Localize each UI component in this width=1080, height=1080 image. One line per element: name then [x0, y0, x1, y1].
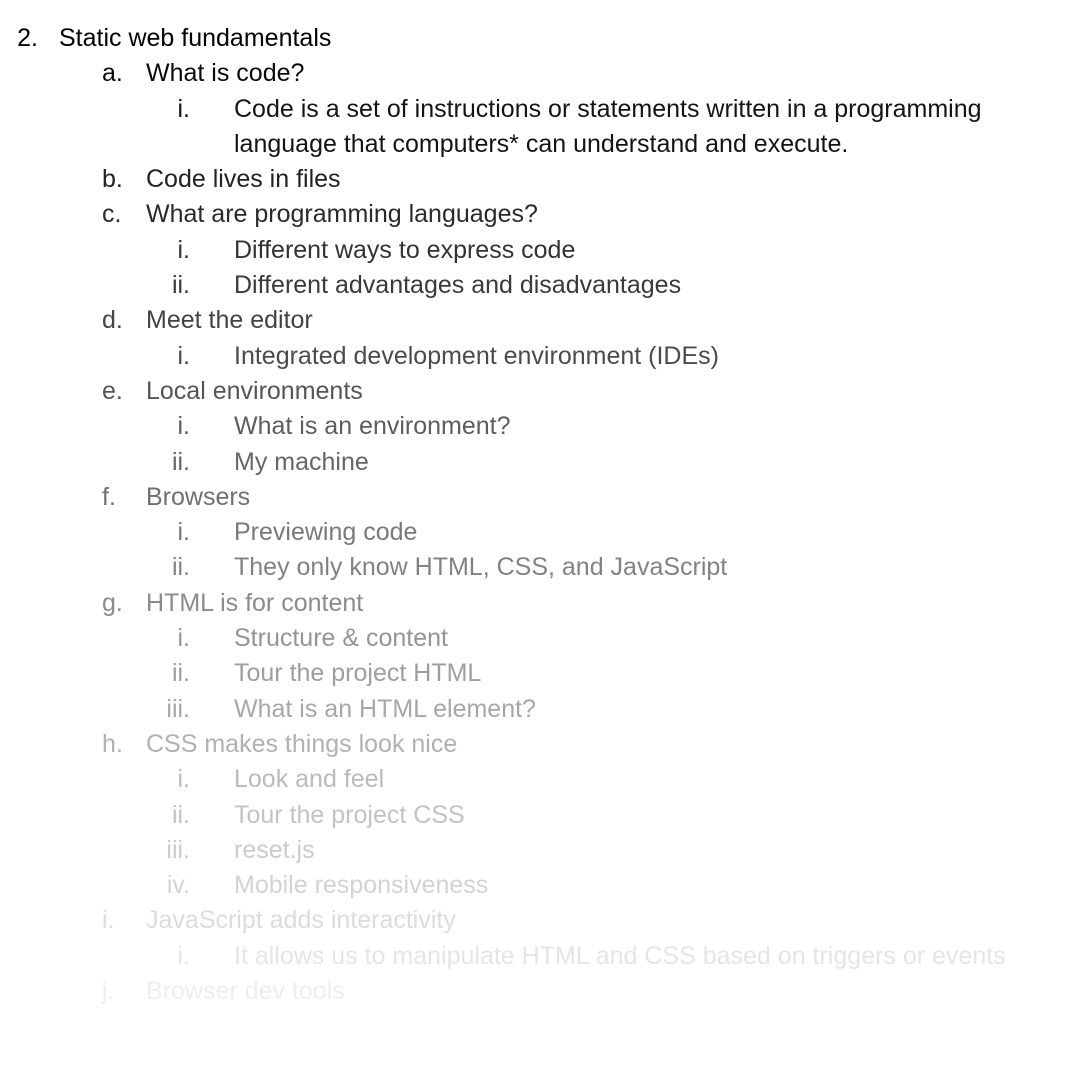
list-item-text: Tour the project HTML [234, 659, 482, 688]
list-item-text: Integrated development environment (IDEs) [234, 341, 719, 370]
list-item-text: Code is a set of instructions or statements written in a programming language that computers* can understand and execute. [234, 94, 982, 158]
outline-item-level-3 [0, 515, 1080, 550]
outline-item-level-3 [0, 445, 1080, 480]
outline-item-level-3 [0, 233, 1080, 268]
list-item-text: Mobile responsiveness [234, 871, 489, 900]
outline-item-level-3 [0, 656, 1080, 691]
outline-item-level-3 [0, 798, 1080, 833]
list-marker: i. [177, 518, 190, 547]
list-marker: h. [102, 729, 123, 758]
outline-item-level-2 [0, 974, 1080, 1009]
list-marker: ii. [171, 800, 190, 829]
list-item-text: Browsers [146, 482, 251, 511]
outline-item-level-3 [0, 92, 1080, 163]
outline-item-level-3 [0, 762, 1080, 797]
list-item-text: My machine [234, 447, 369, 476]
list-item-text: What is an HTML element? [234, 694, 536, 723]
list-item-text: Look and feel [234, 765, 385, 794]
list-marker: iii. [166, 694, 190, 723]
list-item-text: Different advantages and disadvantages [234, 271, 682, 300]
list-marker: i. [177, 624, 190, 653]
list-marker: b. [102, 165, 123, 194]
list-item-text: Meet the editor [146, 306, 313, 335]
list-item-text: Different ways to express code [234, 235, 576, 264]
list-item-text: Structure & content [234, 624, 449, 653]
outline-item-level-2 [0, 480, 1080, 515]
outline-item-level-3 [0, 550, 1080, 585]
outline-item-level-3 [0, 339, 1080, 374]
outline-item-level-3 [0, 409, 1080, 444]
list-item-text: HTML is for content [146, 588, 364, 617]
list-marker: iv. [166, 871, 190, 900]
outline-item-level-2 [0, 197, 1080, 232]
list-item-text: CSS makes things look nice [146, 729, 458, 758]
list-item-text: Local environments [146, 376, 363, 405]
list-item-text: JavaScript adds interactivity [146, 906, 456, 935]
list-marker: i. [177, 412, 190, 441]
list-item-text: What is code? [146, 59, 305, 88]
list-item-text: Code lives in files [146, 165, 341, 194]
outline-item-level-2 [0, 56, 1080, 91]
list-item-text: What are programming languages? [146, 200, 538, 229]
outline-item-level-2 [0, 303, 1080, 338]
list-marker: ii. [171, 553, 190, 582]
list-marker: i. [177, 941, 190, 970]
list-marker: ii. [171, 271, 190, 300]
outline-item-level-3 [0, 692, 1080, 727]
outline-item-level-3 [0, 621, 1080, 656]
list-marker: c. [102, 200, 122, 229]
list-item-text: Tour the project CSS [234, 800, 465, 829]
outline-item-level-3 [0, 268, 1080, 303]
outline-item-level-3 [0, 833, 1080, 868]
list-marker: e. [102, 376, 123, 405]
list-marker: d. [102, 306, 123, 335]
outline-item-level-1 [0, 21, 1080, 56]
list-marker: iii. [166, 835, 190, 864]
list-marker: i. [102, 906, 115, 935]
list-item-text: They only know HTML, CSS, and JavaScript [234, 553, 728, 582]
list-marker: j. [102, 977, 115, 1006]
list-marker: i. [177, 765, 190, 794]
list-marker: i. [177, 341, 190, 370]
list-marker: 2. [17, 24, 38, 52]
list-marker: f. [102, 482, 116, 511]
list-item-text: Static web fundamentals [59, 24, 332, 52]
list-item-text: Browser dev tools [146, 977, 345, 1006]
list-marker: i. [177, 235, 190, 264]
outline-list [0, 21, 1080, 1009]
outline-item-level-2 [0, 727, 1080, 762]
list-marker: ii. [171, 659, 190, 688]
outline-item-level-2 [0, 162, 1080, 197]
outline-item-level-2 [0, 903, 1080, 938]
list-item-text: Previewing code [234, 518, 418, 547]
outline-item-level-2 [0, 374, 1080, 409]
list-item-text: reset.js [234, 835, 315, 864]
outline-item-level-2 [0, 586, 1080, 621]
list-item-text: It allows us to manipulate HTML and CSS based on triggers or events [234, 941, 1006, 970]
outline-item-level-3 [0, 868, 1080, 903]
list-marker: ii. [171, 447, 190, 476]
list-marker: i. [177, 94, 190, 123]
list-marker: a. [102, 59, 123, 88]
list-marker: g. [102, 588, 123, 617]
list-item-text: What is an environment? [234, 412, 511, 441]
outline-item-level-3 [0, 939, 1080, 974]
